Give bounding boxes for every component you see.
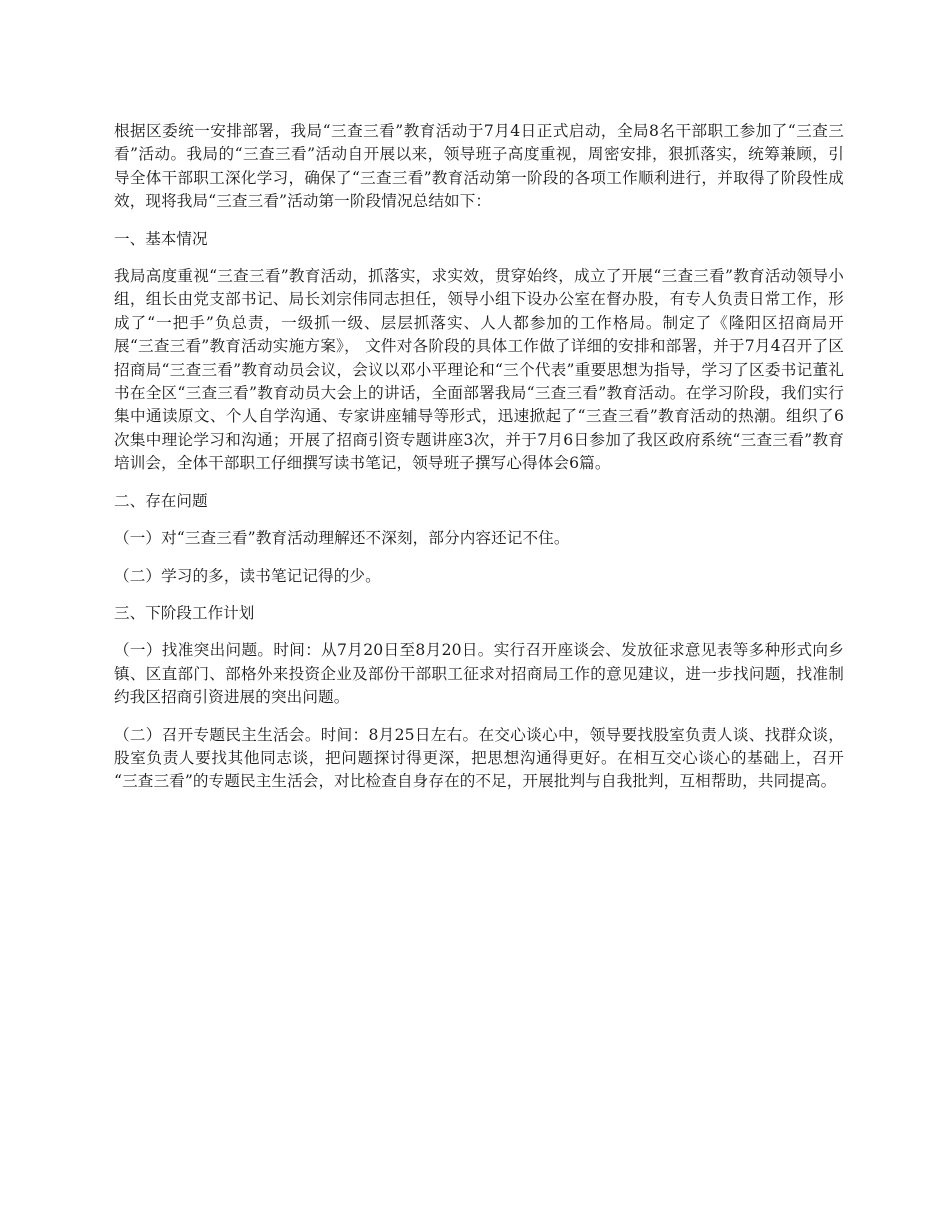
section-1-heading: 一、基本情况 xyxy=(114,229,208,248)
intro-paragraph: 根据区委统一安排部署，我局“三查三看”教育活动于7月4日正式启动，全局8名干部职工参加了“三查三看”活动。我局的“三查三看”活动自开展以来，领导班子高度重视，周密安排，狠抓落实，统筹兼顾，引导全体干部职工深化学习，确保了“三查三看”教育活动第一阶段的各项工作顺利进行，并取得了阶段性成效，现将我局“三查三看”活动第一阶段情况总结如下： xyxy=(114,122,844,211)
section-3-item-2: （二）召开专题民主生活会。时间：8月25日左右。在交心谈心中，领导要找股室负责人谈、找群众谈，股室负责人要找其他同志谈，把问题探讨得更深，把思想沟通得更好。在相互交心谈心的基础上，召开 “三查三看”的专题民主生活会，对比检查自身存在的不足，开展批判与自我批判，互相帮助，共同提高。 xyxy=(114,725,844,791)
section-2-item-2: （二）学习的多，读书笔记记得的少。 xyxy=(114,566,381,585)
section-3-item-1: （一）找准突出问题。时间：从7月20日至8月20日。实行召开座谈会、发放征求意见表等多种形式向乡镇、区直部门、部格外来投资企业及部份干部职工征求对招商局工作的意见建议，进一步找问题，找准制约我区招商引资进展的突出问题。 xyxy=(114,641,844,707)
section-2-item-1: （一）对“三查三看”教育活动理解还不深刻，部分内容还记不住。 xyxy=(114,529,570,548)
section-3-heading: 三、下阶段工作计划 xyxy=(114,603,255,622)
document-page xyxy=(114,120,844,808)
section-2-heading: 二、存在问题 xyxy=(114,491,208,510)
section-1-body: 我局高度重视“三查三看”教育活动，抓落实，求实效，贯穿始终，成立了开展“三查三看”教育活动领导小组，组长由党支部书记、局长刘宗伟同志担任，领导小组下设办公室在督办股，有专人负责日常工作，形成了“一把手”负总责，一级抓一级、层层抓落实、人人都参加的工作格局。制定了《隆阳区招商局开展“三查三看”教育活动实施方案》， 文件对各阶段的具体工作做了详细的安排和部署，并于7月4召开了区招商局“三查三看”教育动员会议，会议以邓小平理论和“三个代表”重要思想为指导，学习了区委书记董礼书在全区“三查三看”教育动员大会上的讲话，全面部署我局“三查三看”教育活动。在学习阶段，我们实行集中通读原文、个人自学沟通、专家讲座辅导等形式，迅速掀起了“三查三看”教育活动的热潮。组织了6次集中理论学习和沟通；开展了招商引资专题讲座3次，并于7月6日参加了我区政府系统“三查三看”教育培训会，全体干部职工仔细撰写读书笔记，领导班子撰写心得体会6篇。 xyxy=(114,267,844,473)
